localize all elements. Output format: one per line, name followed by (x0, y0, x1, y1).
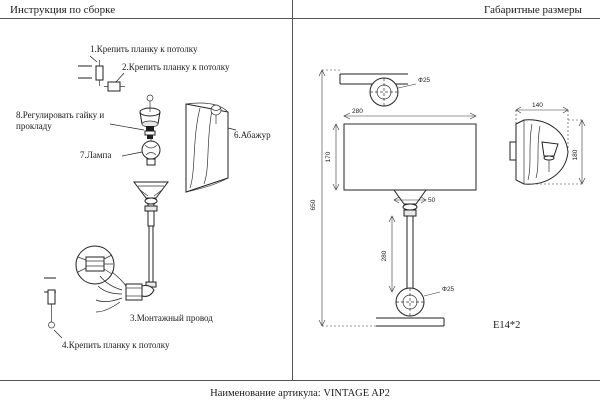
side-view (510, 120, 568, 184)
dim-diameter-top (398, 77, 431, 88)
article-name-footer: Наименование артикула: VINTAGE AP2 (210, 388, 390, 399)
dimension-drawings (292, 0, 600, 380)
decorative-cup (134, 182, 168, 204)
divider-bottom (0, 380, 600, 381)
base-plate (126, 284, 154, 300)
bracket-plate-2 (104, 82, 125, 91)
wire-connector-detail (76, 246, 114, 284)
front-top-bracket (340, 74, 408, 106)
lamp-bulb (142, 135, 160, 165)
dimtext-total-height: 650 (310, 199, 317, 211)
leader-connector (112, 272, 126, 286)
leader-step7 (122, 152, 142, 156)
label-step7: 7.Лампа (80, 150, 112, 160)
mounting-wires (96, 276, 122, 312)
dim-rod-height (381, 216, 395, 292)
panel-title-dimensions: Габаритные размеры (484, 4, 582, 16)
label-step6: 6.Абажур (234, 130, 271, 140)
dimtext-side-height: 180 (572, 149, 579, 161)
dimtext-diameter-bottom: Ф25 (442, 286, 455, 293)
canopy-top (140, 95, 160, 127)
dim-diameter-bottom (424, 286, 455, 296)
lamp-socket-code: E14*2 (493, 320, 521, 331)
dimtext-shade-height: 170 (325, 151, 332, 163)
panel-title-assembly: Инструкция по сборке (10, 4, 116, 16)
dimtext-shade-width: 280 (352, 108, 363, 115)
label-step3: 3.Монтажный провод (130, 313, 213, 323)
front-shade (344, 124, 476, 190)
label-step4: 4.Крепить планку к потолку (62, 340, 170, 350)
dimtext-diameter-top: Ф25 (418, 77, 431, 84)
label-step1: 1.Крепить планку к потолку (90, 44, 198, 54)
dimtext-side-depth: 140 (532, 102, 543, 109)
leader-step4 (54, 330, 62, 338)
dim-shade-height (325, 124, 339, 190)
label-step8: 8.Регулировать гайку и прокладу (16, 110, 105, 131)
label-step2: 2.Крепить планку к потолку (122, 62, 230, 72)
dim-total-height (310, 70, 376, 326)
dim-shade-width (344, 108, 476, 119)
dimtext-cup-width: 50 (428, 197, 436, 204)
dimtext-rod-height: 280 (381, 250, 388, 262)
bracket-plate-1 (78, 60, 103, 86)
lamp-shade (186, 103, 228, 192)
mounting-rod (145, 204, 157, 287)
nut-and-washer (145, 126, 155, 139)
bracket-plate-4 (44, 278, 56, 328)
